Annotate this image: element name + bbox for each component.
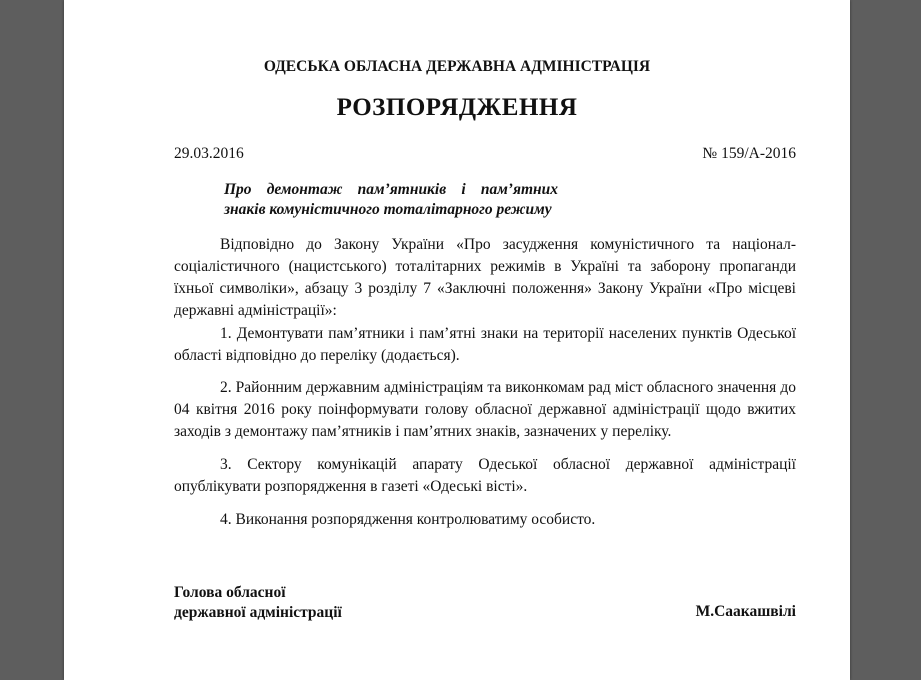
signatory-position-line-1: Голова обласної bbox=[174, 584, 286, 601]
document-subject bbox=[224, 180, 558, 220]
subject-line-2: знаків комуністичного тоталітарного режиму bbox=[224, 201, 552, 218]
order-item-3: 3. Сектору комунікацій апарату Одеської обласної державної адміністрації опублікувати розпорядження в газеті «Одеські вісті». bbox=[174, 456, 796, 495]
order-item-1: 1. Демонтувати пам’ятники і пам’ятні знаки на території населених пунктів Одеської області відповідно до переліку (додається). bbox=[174, 325, 796, 364]
order-item-4: 4. Виконання розпорядження контролюватиму особисто. bbox=[220, 511, 596, 528]
signatory-name: М.Саакашвілі bbox=[695, 603, 796, 620]
document-number: № 159/А-2016 bbox=[702, 145, 796, 162]
order-item-2: 2. Районним державним адміністраціям та виконкомам рад міст обласного значення до 04 квітня 2016 року поінформувати голову обласної державної адміністрації щодо вжитих заходів з демонтажу пам’ятників і пам’ятних знаків, зазначених у переліку. bbox=[174, 379, 796, 440]
intro-paragraph: Відповідно до Закону України «Про засудження комуністичного та націонал-соціалістичного (нацистського) тоталітарних режимів в Україні та заборону пропаганди їхньої символіки», абзацу 3 розділу 7 «Заключні положення» Закону України «Про місцеві державні адміністрації»: bbox=[174, 236, 796, 319]
signatory-position-line-2: державної адміністрації bbox=[174, 604, 342, 621]
signatory-position bbox=[174, 583, 342, 623]
document-page bbox=[64, 0, 850, 680]
document-date: 29.03.2016 bbox=[174, 145, 244, 162]
subject-line-1: Про демонтаж пам’ятників і пам’ятних bbox=[224, 181, 558, 198]
document-type-title: РОЗПОРЯДЖЕННЯ bbox=[336, 94, 578, 121]
organization-header: ОДЕСЬКА ОБЛАСНА ДЕРЖАВНА АДМІНІСТРАЦІЯ bbox=[263, 58, 651, 75]
